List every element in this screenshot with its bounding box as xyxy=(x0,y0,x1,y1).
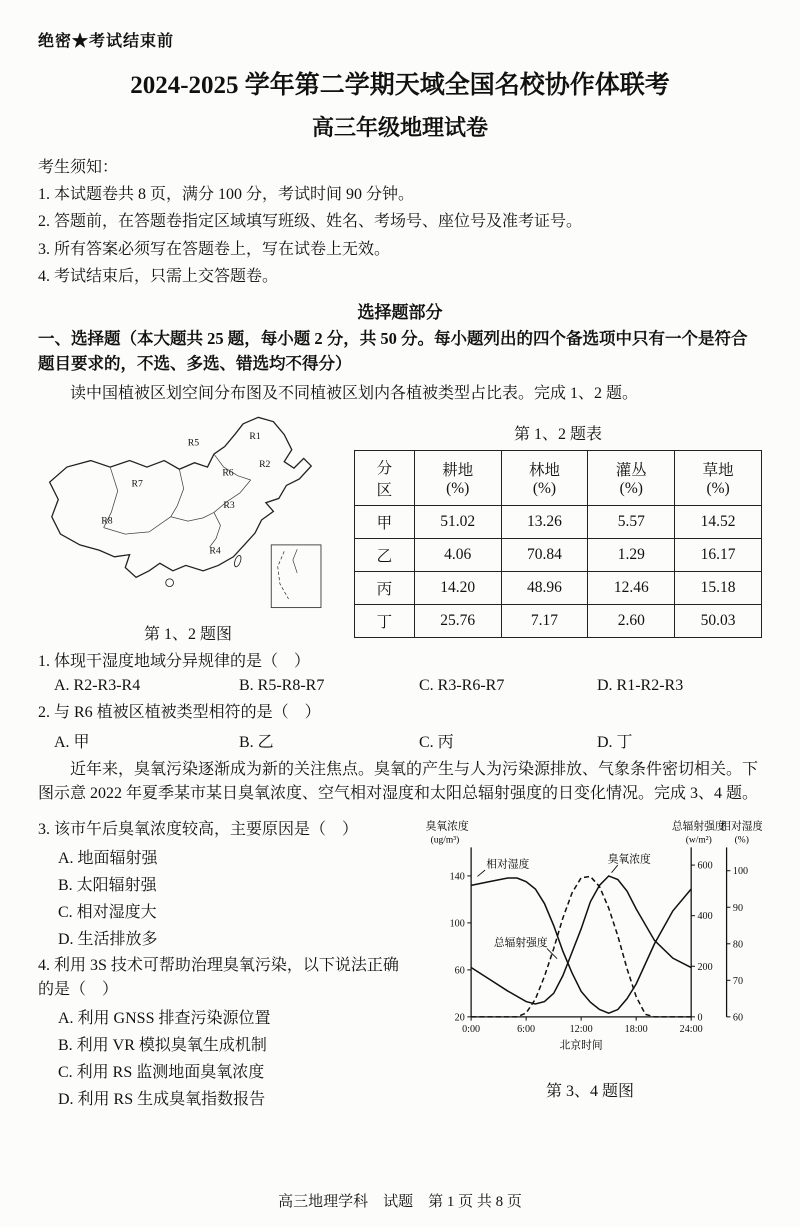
option-c: C. R3-R6-R7 xyxy=(419,677,505,695)
table-cell: 12.46 xyxy=(588,572,675,605)
passage-2: 近年来，臭氧污染逐渐成为新的关注焦点。臭氧的产生与人为污染源排放、气象条件密切相关。下图示意 2022 年夏季某市某日臭氧浓度、空气相对湿度和太阳总辐射强度的日变化情况。完成 3、4 题。 xyxy=(38,760,759,803)
x-tick-label: 18:00 xyxy=(624,1024,648,1036)
question-3-text: 3. 该市午后臭氧浓度较高，主要原因是（ ） xyxy=(38,821,359,839)
exam-title: 2024-2025 学年第二学期天域全国名校协作体联考 xyxy=(130,72,670,99)
region-label-r6: R6 xyxy=(222,467,234,479)
notice-item: 1. 本试题卷共 8 页，满分 100 分，考试时间 90 分钟。 xyxy=(38,186,415,204)
radiation-tick-label: 200 xyxy=(697,962,713,974)
table-cell: 13.26 xyxy=(501,506,588,539)
notice-item: 2. 答题前，在答题卷指定区域填写班级、姓名、考场号、座位号及准考证号。 xyxy=(38,213,583,231)
ozone-tick-label: 100 xyxy=(449,918,465,930)
humidity-axis-unit: (%) xyxy=(734,835,749,846)
questions-3-4-row xyxy=(38,813,762,1114)
humidity-tick-label: 80 xyxy=(732,939,744,951)
table-cell: 25.76 xyxy=(414,605,501,638)
notice-item: 4. 考试结束后，只需上交答题卷。 xyxy=(38,267,279,285)
humidity-axis-title: 相对湿度 xyxy=(720,820,762,833)
ozone-axis-title: 臭氧浓度 xyxy=(425,820,469,833)
question-3 xyxy=(38,818,412,949)
option-a: A. 甲 xyxy=(54,733,90,751)
annotation-ozone-arrow xyxy=(612,865,618,873)
table-cell: 1.29 xyxy=(588,539,675,572)
region-label-r7: R7 xyxy=(131,478,143,490)
annotation-humidity: 相对湿度 xyxy=(486,858,530,871)
table-cell: 乙 xyxy=(355,539,415,572)
table-cell: 14.20 xyxy=(414,572,501,605)
figure-table-row xyxy=(38,413,762,644)
questions-3-4-column xyxy=(38,813,412,1114)
region-label-r3: R3 xyxy=(223,500,235,512)
question-2 xyxy=(38,701,762,751)
table-cell: 7.17 xyxy=(501,605,588,638)
ozone-axis-unit: (ug/m³) xyxy=(430,835,460,846)
option-c: C. 相对湿度大 xyxy=(58,904,157,922)
table-cell: 14.52 xyxy=(675,506,762,539)
radiation-tick-label: 0 xyxy=(697,1012,703,1024)
ozone-tick-label: 60 xyxy=(454,965,465,977)
table-cell: 51.02 xyxy=(414,506,501,539)
radiation-tick-label: 400 xyxy=(697,911,713,923)
section-intro: 一、选择题（本大题共 25 题，每小题 2 分，共 50 分。每小题列出的四个备选项中只有一个是符合题目要求的，不选、多选、错选均不得分） xyxy=(38,328,748,373)
region-label-r5: R5 xyxy=(187,437,200,449)
question-2-text: 2. 与 R6 植被区植被类型相符的是（ ） xyxy=(38,704,321,722)
question-4-text: 4. 利用 3S 技术可帮助治理臭氧污染，以下说法正确的是（ ） xyxy=(38,957,399,998)
inset-dashed-line xyxy=(278,552,289,600)
humidity-tick-label: 60 xyxy=(732,1012,744,1024)
table-header-cell: 灌丛 (%) xyxy=(588,451,675,506)
humidity-tick-label: 100 xyxy=(732,866,749,878)
notice-item: 3. 所有答案必须写在答题卷上，写在试卷上无效。 xyxy=(38,240,391,258)
region-label-r4: R4 xyxy=(209,545,221,557)
candidate-notice xyxy=(38,156,762,288)
table-cell: 16.17 xyxy=(675,539,762,572)
table-row xyxy=(355,605,762,638)
exam-subtitle: 高三年级地理试卷 xyxy=(311,115,488,140)
figure2-caption: 第 3、4 题图 xyxy=(545,1083,634,1101)
option-a: A. 地面辐射强 xyxy=(58,850,158,868)
x-tick-label: 0:00 xyxy=(462,1024,481,1036)
table-header-row xyxy=(355,451,762,506)
table-cell: 2.60 xyxy=(588,605,675,638)
table-row xyxy=(355,539,762,572)
x-axis-label: 北京时间 xyxy=(559,1039,603,1052)
radiation-axis-unit: (w/m²) xyxy=(685,835,712,846)
secrecy-label: 绝密★考试结束前 xyxy=(38,33,175,50)
table-cell: 48.96 xyxy=(501,572,588,605)
passage-1: 读中国植被区划空间分布图及不同植被区划内各植被类型占比表。完成 1、2 题。 xyxy=(70,385,639,403)
x-tick-label: 12:00 xyxy=(569,1024,593,1036)
question-1-text: 1. 体现干湿度地域分异规律的是（ ） xyxy=(38,653,311,671)
table1-title: 第 1、2 题表 xyxy=(513,426,602,444)
ozone-tick-label: 20 xyxy=(454,1012,465,1024)
china-vegetation-map xyxy=(42,413,334,613)
table-cell: 丙 xyxy=(355,572,415,605)
annotation-humidity-arrow xyxy=(477,870,485,876)
table-cell: 70.84 xyxy=(501,539,588,572)
question-1 xyxy=(38,650,762,695)
region-label-r1: R1 xyxy=(249,431,261,443)
option-d: D. 生活排放多 xyxy=(58,931,158,949)
table-header-cell: 分区 xyxy=(355,451,415,506)
annotation-ozone: 臭氧浓度 xyxy=(607,853,651,866)
x-tick-label: 24:00 xyxy=(679,1024,703,1036)
hainan-island xyxy=(166,579,174,587)
table-cell: 甲 xyxy=(355,506,415,539)
humidity-tick-label: 90 xyxy=(732,902,744,914)
option-c: C. 利用 RS 监测地面臭氧浓度 xyxy=(58,1063,265,1081)
table-cell: 4.06 xyxy=(414,539,501,572)
figure1-caption: 第 1、2 题图 xyxy=(143,626,232,644)
table-cell: 50.03 xyxy=(675,605,762,638)
vegetation-table-block xyxy=(354,413,762,638)
page-footer: 高三地理学科 试题 第 1 页 共 8 页 xyxy=(278,1194,522,1210)
region-label-r2: R2 xyxy=(259,459,271,471)
china-vegetation-map-block xyxy=(38,413,338,644)
option-b: B. R5-R8-R7 xyxy=(239,677,325,695)
question-1-options xyxy=(54,677,762,695)
notice-label: 考生须知： xyxy=(38,159,119,176)
vegetation-table xyxy=(354,450,762,638)
option-d: D. 利用 RS 生成臭氧指数报告 xyxy=(58,1090,266,1108)
table-header-cell: 耕地 (%) xyxy=(414,451,501,506)
ozone-chart-block xyxy=(418,813,762,1101)
annotation-radiation: 总辐射强度 xyxy=(493,937,548,950)
table-header-cell: 草地 (%) xyxy=(675,451,762,506)
option-a: A. R2-R3-R4 xyxy=(54,677,141,695)
question-2-options xyxy=(54,729,762,752)
x-tick-label: 6:00 xyxy=(517,1024,536,1036)
option-b: B. 利用 VR 模拟臭氧生成机制 xyxy=(58,1036,267,1054)
radiation-axis-title: 总辐射强度 xyxy=(671,820,726,833)
table-cell: 丁 xyxy=(355,605,415,638)
table-header-cell: 林地 (%) xyxy=(501,451,588,506)
south-china-sea-inset xyxy=(271,545,321,608)
table-cell: 15.18 xyxy=(675,572,762,605)
ozone-tick-label: 140 xyxy=(449,871,465,883)
region-labels xyxy=(101,431,270,557)
option-d: D. 丁 xyxy=(597,733,633,751)
taiwan-island xyxy=(233,555,242,568)
option-b: B. 太阳辐射强 xyxy=(58,877,157,895)
annotation-radiation-arrow xyxy=(547,949,557,959)
ozone-daily-variation-chart xyxy=(418,817,762,1070)
option-c: C. 丙 xyxy=(419,733,454,751)
region-label-r8: R8 xyxy=(101,515,113,527)
option-b: B. 乙 xyxy=(239,733,274,751)
inset-coast xyxy=(293,549,297,573)
humidity-tick-label: 70 xyxy=(732,976,744,988)
section-part-title: 选择题部分 xyxy=(357,302,443,322)
table-row xyxy=(355,506,762,539)
option-d: D. R1-R2-R3 xyxy=(597,677,684,695)
option-a: A. 利用 GNSS 排查污染源位置 xyxy=(58,1009,271,1027)
question-4 xyxy=(38,954,412,1108)
table-row xyxy=(355,572,762,605)
table-cell: 5.57 xyxy=(588,506,675,539)
radiation-tick-label: 600 xyxy=(697,860,713,872)
